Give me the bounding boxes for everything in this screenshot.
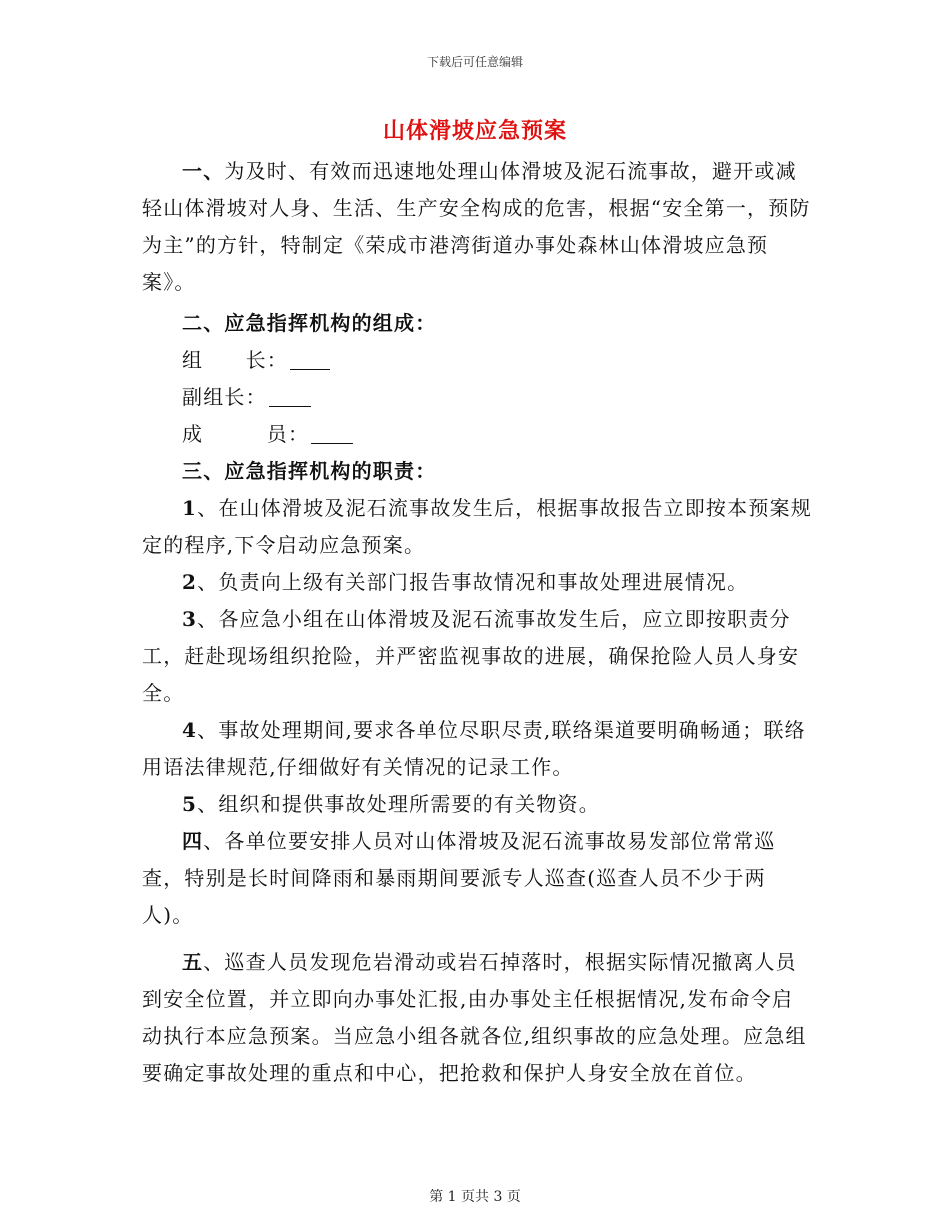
section-4-lead: 四 [182,829,204,853]
duty-item [142,490,812,564]
duty-text: 、在山体滑坡及泥石流事故发生后，根据事故报告立即按本预案规定的程序,下令启动应急预案。 [142,496,812,557]
member-row-leader [182,342,812,379]
section-2-heading: 二、应急指挥机构的组成： [182,311,437,335]
section-1-paragraph [142,153,812,301]
duty-text: 、事故处理期间,要求各单位尽职尽责,联络渠道要明确畅通；联络用语法律规范,仔细做好有关情况的记录工作。 [142,718,806,779]
document-title: 山体滑坡应急预案 [382,118,567,144]
duty-text: 、组织和提供事故处理所需要的有关物资。 [197,792,600,816]
document-body [142,153,812,1092]
member-row-deputy [182,379,812,416]
section-3-heading: 三、应急指挥机构的职责： [182,459,437,483]
duty-item [142,786,812,823]
member-label: 成 员： [182,422,310,446]
duty-item [142,601,812,712]
section-5-paragraph [142,944,812,1092]
duty-item [142,712,812,786]
duty-item [142,564,812,601]
duty-text: 、各应急小组在山体滑坡及泥石流事故发生后，应立即按职责分工，赶赴现场组织抢险，并严密监视事故的进展，确保抢险人员人身安全。 [142,607,800,705]
member-blank [311,425,353,444]
member-row-members [182,416,812,453]
section-5-text: 、巡查人员发现危岩滑动或岩石掉落时，根据实际情况撤离人员到安全位置，并立即向办事处汇报,由办事处主任根据情况,发布命令启动执行本应急预案。当应急小组各就各位,组织事故的应急处理。应急组要确定事故处理的重点和中心，把抢救和保护人身安全放在首位。 [142,950,807,1085]
duty-number: 1 [182,496,198,520]
section-1-lead: 一、 [182,159,225,183]
header-note: 下载后可任意编辑 [426,55,523,69]
duty-number: 2 [182,570,198,594]
member-label: 组 长： [182,348,288,372]
section-4-paragraph [142,823,812,934]
member-label: 副组长： [182,385,267,409]
member-blank [269,388,311,407]
section-1-text: 为及时、有效而迅速地处理山体滑坡及泥石流事故，避开或减轻山体滑坡对人身、生活、生产安全构成的危害，根据“安全第一，预防为主”的方针，特制定《荣成市港湾街道办事处森林山体滑坡应急预案》。 [142,159,811,294]
duty-number: 5 [182,792,198,816]
duty-number: 4 [182,718,198,742]
duty-number: 3 [182,607,198,631]
section-4-text: 、各单位要安排人员对山体滑坡及泥石流事故易发部位常常巡查，特别是长时间降雨和暴雨期间要派专人巡查(巡查人员不少于两人)。 [142,829,776,927]
duty-text: 、负责向上级有关部门报告事故情况和事故处理进展情况。 [197,570,749,594]
section-5-lead: 五 [182,950,204,974]
page-number: 第 1 页共 3 页 [429,1189,521,1205]
member-blank [290,351,330,370]
